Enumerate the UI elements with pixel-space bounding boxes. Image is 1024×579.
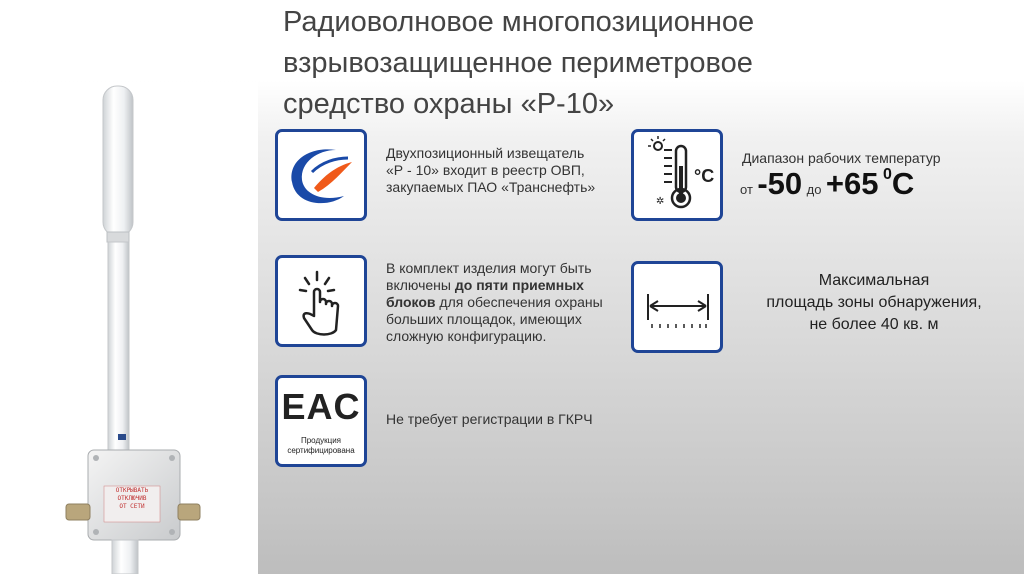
receivers-line: В комплект изделия могут быть bbox=[386, 260, 592, 276]
product-photo bbox=[0, 82, 258, 574]
thermometer-icon bbox=[631, 129, 723, 221]
area-line: Максимальная bbox=[818, 272, 930, 289]
receivers-bold: до пяти приемных bbox=[454, 277, 584, 293]
degree-mark: 0 bbox=[882, 165, 892, 183]
registry-line: «Р - 10» входит в реестр ОВП, bbox=[386, 162, 585, 178]
temperature-range bbox=[740, 166, 914, 202]
title-line: Радиоволновое многопозиционное bbox=[283, 6, 755, 38]
celsius-icon-text: °C bbox=[694, 166, 715, 186]
area-text bbox=[742, 270, 1006, 336]
receivers-line: больших площадок, имеющих bbox=[386, 311, 582, 327]
eac-caption-line: Продукция bbox=[300, 436, 342, 445]
receivers-text bbox=[386, 260, 636, 345]
registry-line: Двухпозиционный извещатель bbox=[386, 145, 585, 161]
area-line: площадь зоны обнаружения, bbox=[766, 294, 982, 311]
hand-touch-icon bbox=[275, 255, 367, 347]
receivers-line: для обеспечения охраны bbox=[435, 294, 603, 310]
temperature-label: Диапазон рабочих температур bbox=[742, 150, 941, 166]
area-line: не более 40 кв. м bbox=[809, 316, 939, 333]
eac-caption-line: сертифицирована bbox=[287, 446, 355, 455]
receivers-bold: блоков bbox=[386, 294, 436, 310]
receivers-line: включены bbox=[386, 277, 455, 293]
temperature-unit: C bbox=[891, 166, 915, 201]
device-label-line: ОТ СЕТИ bbox=[119, 503, 145, 510]
page-title bbox=[283, 2, 1003, 125]
eac-icon bbox=[275, 375, 367, 467]
registry-line: закупаемых ПАО «Транснефть» bbox=[386, 179, 596, 195]
temperature-min: -50 bbox=[757, 166, 803, 201]
temperature-max: +65 bbox=[825, 166, 879, 201]
receivers-line: сложную конфигурацию. bbox=[386, 328, 547, 344]
from-word: от bbox=[740, 182, 753, 197]
title-line: взрывозащищенное периметровое bbox=[283, 47, 753, 79]
certification-text: Не требует регистрации в ГКРЧ bbox=[386, 411, 593, 427]
transneft-logo-icon bbox=[275, 129, 367, 221]
eac-mark: EAC bbox=[281, 386, 361, 427]
to-word: до bbox=[806, 182, 822, 197]
device-label-line: ОТКЛЮЧИВ bbox=[117, 495, 147, 502]
svg-text:✲: ✲ bbox=[656, 196, 665, 207]
ruler-width-icon bbox=[631, 261, 723, 353]
device-label-line: ОТКРЫВАТЬ bbox=[115, 487, 149, 494]
registry-text bbox=[386, 145, 626, 196]
title-line: средство охраны «Р-10» bbox=[283, 88, 615, 120]
eac-caption bbox=[278, 436, 364, 456]
